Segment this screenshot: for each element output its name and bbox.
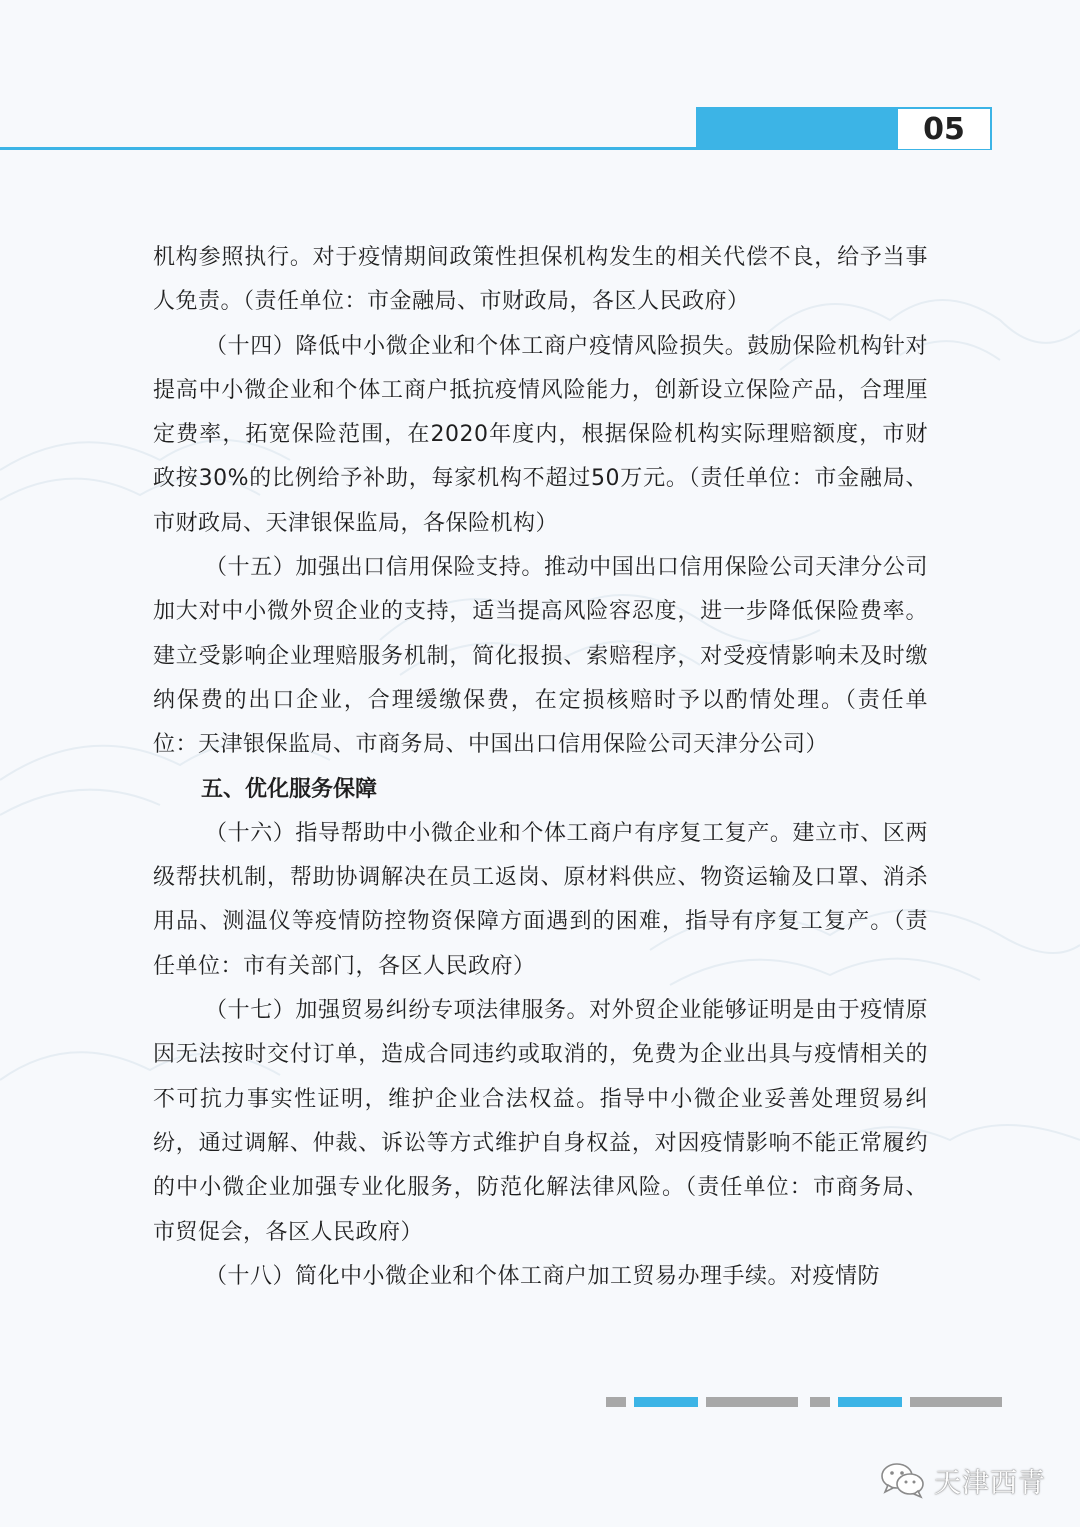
footer-bar xyxy=(838,1397,902,1407)
wechat-icon xyxy=(880,1460,926,1500)
footer-bar xyxy=(634,1397,698,1407)
paragraph: （十七）加强贸易纠纷专项法律服务。对外贸企业能够证明是由于疫情原因无法按时交付订单，造成合同违约或取消的，免费为企业出具与疫情相关的不可抗力事实性证明，维护企业合法权益。指导中小微企业妥善处理贸易纠纷，通过调解、仲裁、诉讼等方式维护自身权益，对因疫情影响不能正常履约的中小微企业加强专业化服务，防范化解法律风险。（责任单位：市商务局、市贸促会，各区人民政府） xyxy=(153,998,928,1245)
watermark xyxy=(880,1458,1046,1502)
document-body xyxy=(153,236,928,1299)
paragraph: （十四）降低中小微企业和个体工商户疫情风险损失。鼓励保险机构针对提高中小微企业和个体工商户抵抗疫情风险能力，创新设立保险产品，合理厘定费率，拓宽保险范围，在2020年度内，根据保险机构实际理赔额度，市财政按30%的比例给予补助，每家机构不超过50万元。（责任单位：市金融局、市财政局、天津银保监局，各保险机构） xyxy=(153,333,928,536)
footer-bar xyxy=(706,1397,798,1407)
watermark-text: 天津西青 xyxy=(934,1467,1046,1499)
paragraph: 机构参照执行。对于疫情期间政策性担保机构发生的相关代偿不良，给予当事人免责。（责任单位：市金融局、市财政局，各区人民政府） xyxy=(153,245,928,315)
section-heading: 五、优化服务保障 xyxy=(201,776,378,802)
header-accent-bar xyxy=(696,107,896,150)
paragraph: （十五）加强出口信用保险支持。推动中国出口信用保险公司天津分公司加大对中小微外贸企业的支持，适当提高风险容忍度，进一步降低保险费率。建立受影响企业理赔服务机制，简化报损、索赔程序，对受疫情影响未及时缴纳保费的出口企业，合理缓缴保费，在定损核赔时予以酌情处理。（责任单位：天津银保监局、市商务局、中国出口信用保险公司天津分公司） xyxy=(153,555,928,758)
footer-bar xyxy=(810,1397,830,1407)
footer-bar xyxy=(910,1397,1002,1407)
paragraph: （十六）指导帮助中小微企业和个体工商户有序复工复产。建立市、区两级帮扶机制，帮助协调解决在员工返岗、原材料供应、物资运输及口罩、消杀用品、测温仪等疫情防控物资保障方面遇到的困难，指导有序复工复产。（责任单位：市有关部门，各区人民政府） xyxy=(153,820,928,979)
page-number: 05 xyxy=(896,107,992,149)
paragraph: （十八）简化中小微企业和个体工商户加工贸易办理手续。对疫情防 xyxy=(205,1263,881,1289)
footer-bar xyxy=(606,1397,626,1407)
